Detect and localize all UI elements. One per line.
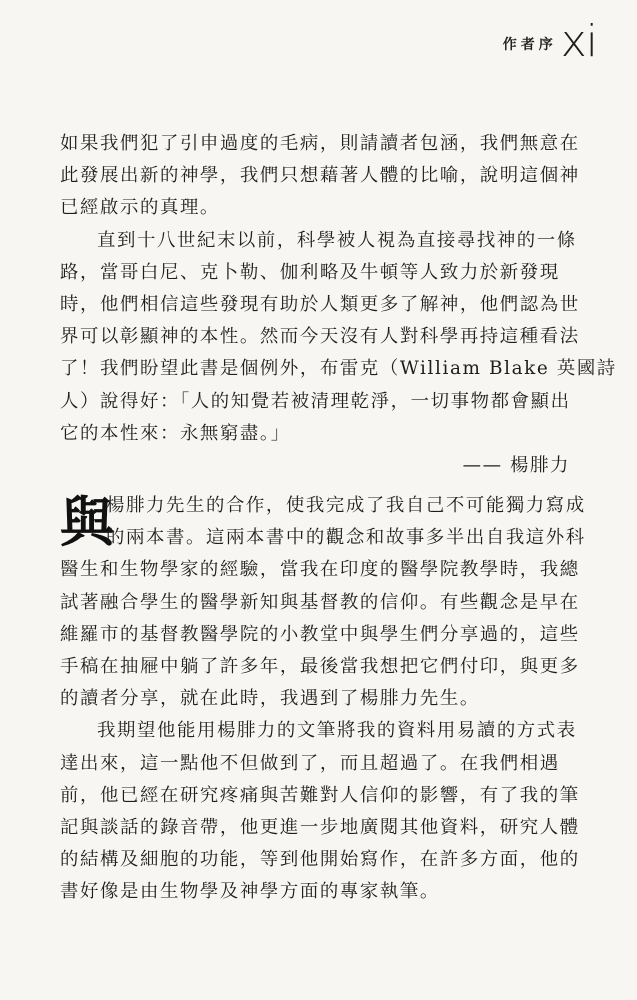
page-number: xi (560, 16, 597, 67)
text-line: 的讀者分享，就在此時，我遇到了楊腓力先生。 (60, 688, 480, 710)
text-line: 書好像是由生物學及神學方面的專家執筆。 (60, 881, 440, 903)
text-line: 的兩本書。這兩本書中的觀念和故事多半出自我這外科 (106, 527, 586, 549)
text-line: 醫生和生物學家的經驗，當我在印度的醫學院教學時，我總 (60, 559, 580, 581)
text-line: 楊腓力先生的合作，使我完成了我自己不可能獨力寫成 (106, 495, 586, 516)
dropcap-paragraph (60, 490, 586, 554)
preface-section-1 (60, 128, 617, 482)
text-line: 如果我們犯了引申過度的毛病，則請讀者包涵，我們無意在 (60, 133, 580, 154)
text-line: 時，他們相信這些發現有助於人類更多了解神，他們認為世 (60, 293, 580, 315)
text-line: 它的本性來：永無窮盡。」 (60, 422, 291, 444)
preface-section-2 (60, 490, 586, 908)
text-line: 維羅市的基督教醫學院的小教堂中與學生們分享過的，這些 (60, 623, 580, 645)
section-title: 作者序 (502, 37, 557, 53)
text-line: 人）說得好：「人的知覺若被清理乾淨，一切事物都會顯出 (60, 390, 571, 412)
text-line: 前，他已經在研究疼痛與苦難對人信仰的影響，有了我的筆 (60, 784, 580, 806)
text-line: 我期望他能用楊腓力的文筆將我的資料用易讀的方式表 (97, 720, 577, 742)
text-line: 達出來，這一點他不但做到了，而且超過了。在我們相遇 (60, 752, 560, 774)
text-line: 試著融合學生的醫學新知與基督教的信仰。有些觀念是早在 (60, 591, 580, 613)
text-line: 路，當哥白尼、克卜勒、伽利略及牛頓等人致力於新發現 (60, 261, 560, 283)
running-header (502, 14, 597, 67)
drop-cap: 與 (60, 490, 116, 554)
text-line: 直到十八世紀末以前，科學被人視為直接尋找神的一條 (97, 229, 577, 251)
text-line: 此發展出新的神學，我們只想藉著人體的比喻，說明這個神 (60, 165, 580, 187)
text-line: 的結構及細胞的功能，等到他開始寫作，在許多方面，他的 (60, 849, 580, 871)
text-line: 了！我們盼望此書是個例外，布雷克（William Blake 英國詩 (60, 358, 617, 380)
signature: —— 楊腓力 (462, 454, 570, 476)
text-line: 已經啟示的真理。 (60, 197, 220, 219)
text-line: 記與談話的錄音帶，他更進一步地廣閱其他資料，研究人體 (60, 816, 580, 838)
text-line: 界可以彰顯神的本性。然而今天沒有人對科學再持這種看法 (60, 326, 580, 348)
text-line: 手稿在抽屜中躺了許多年，最後當我想把它們付印，與更多 (60, 655, 580, 677)
